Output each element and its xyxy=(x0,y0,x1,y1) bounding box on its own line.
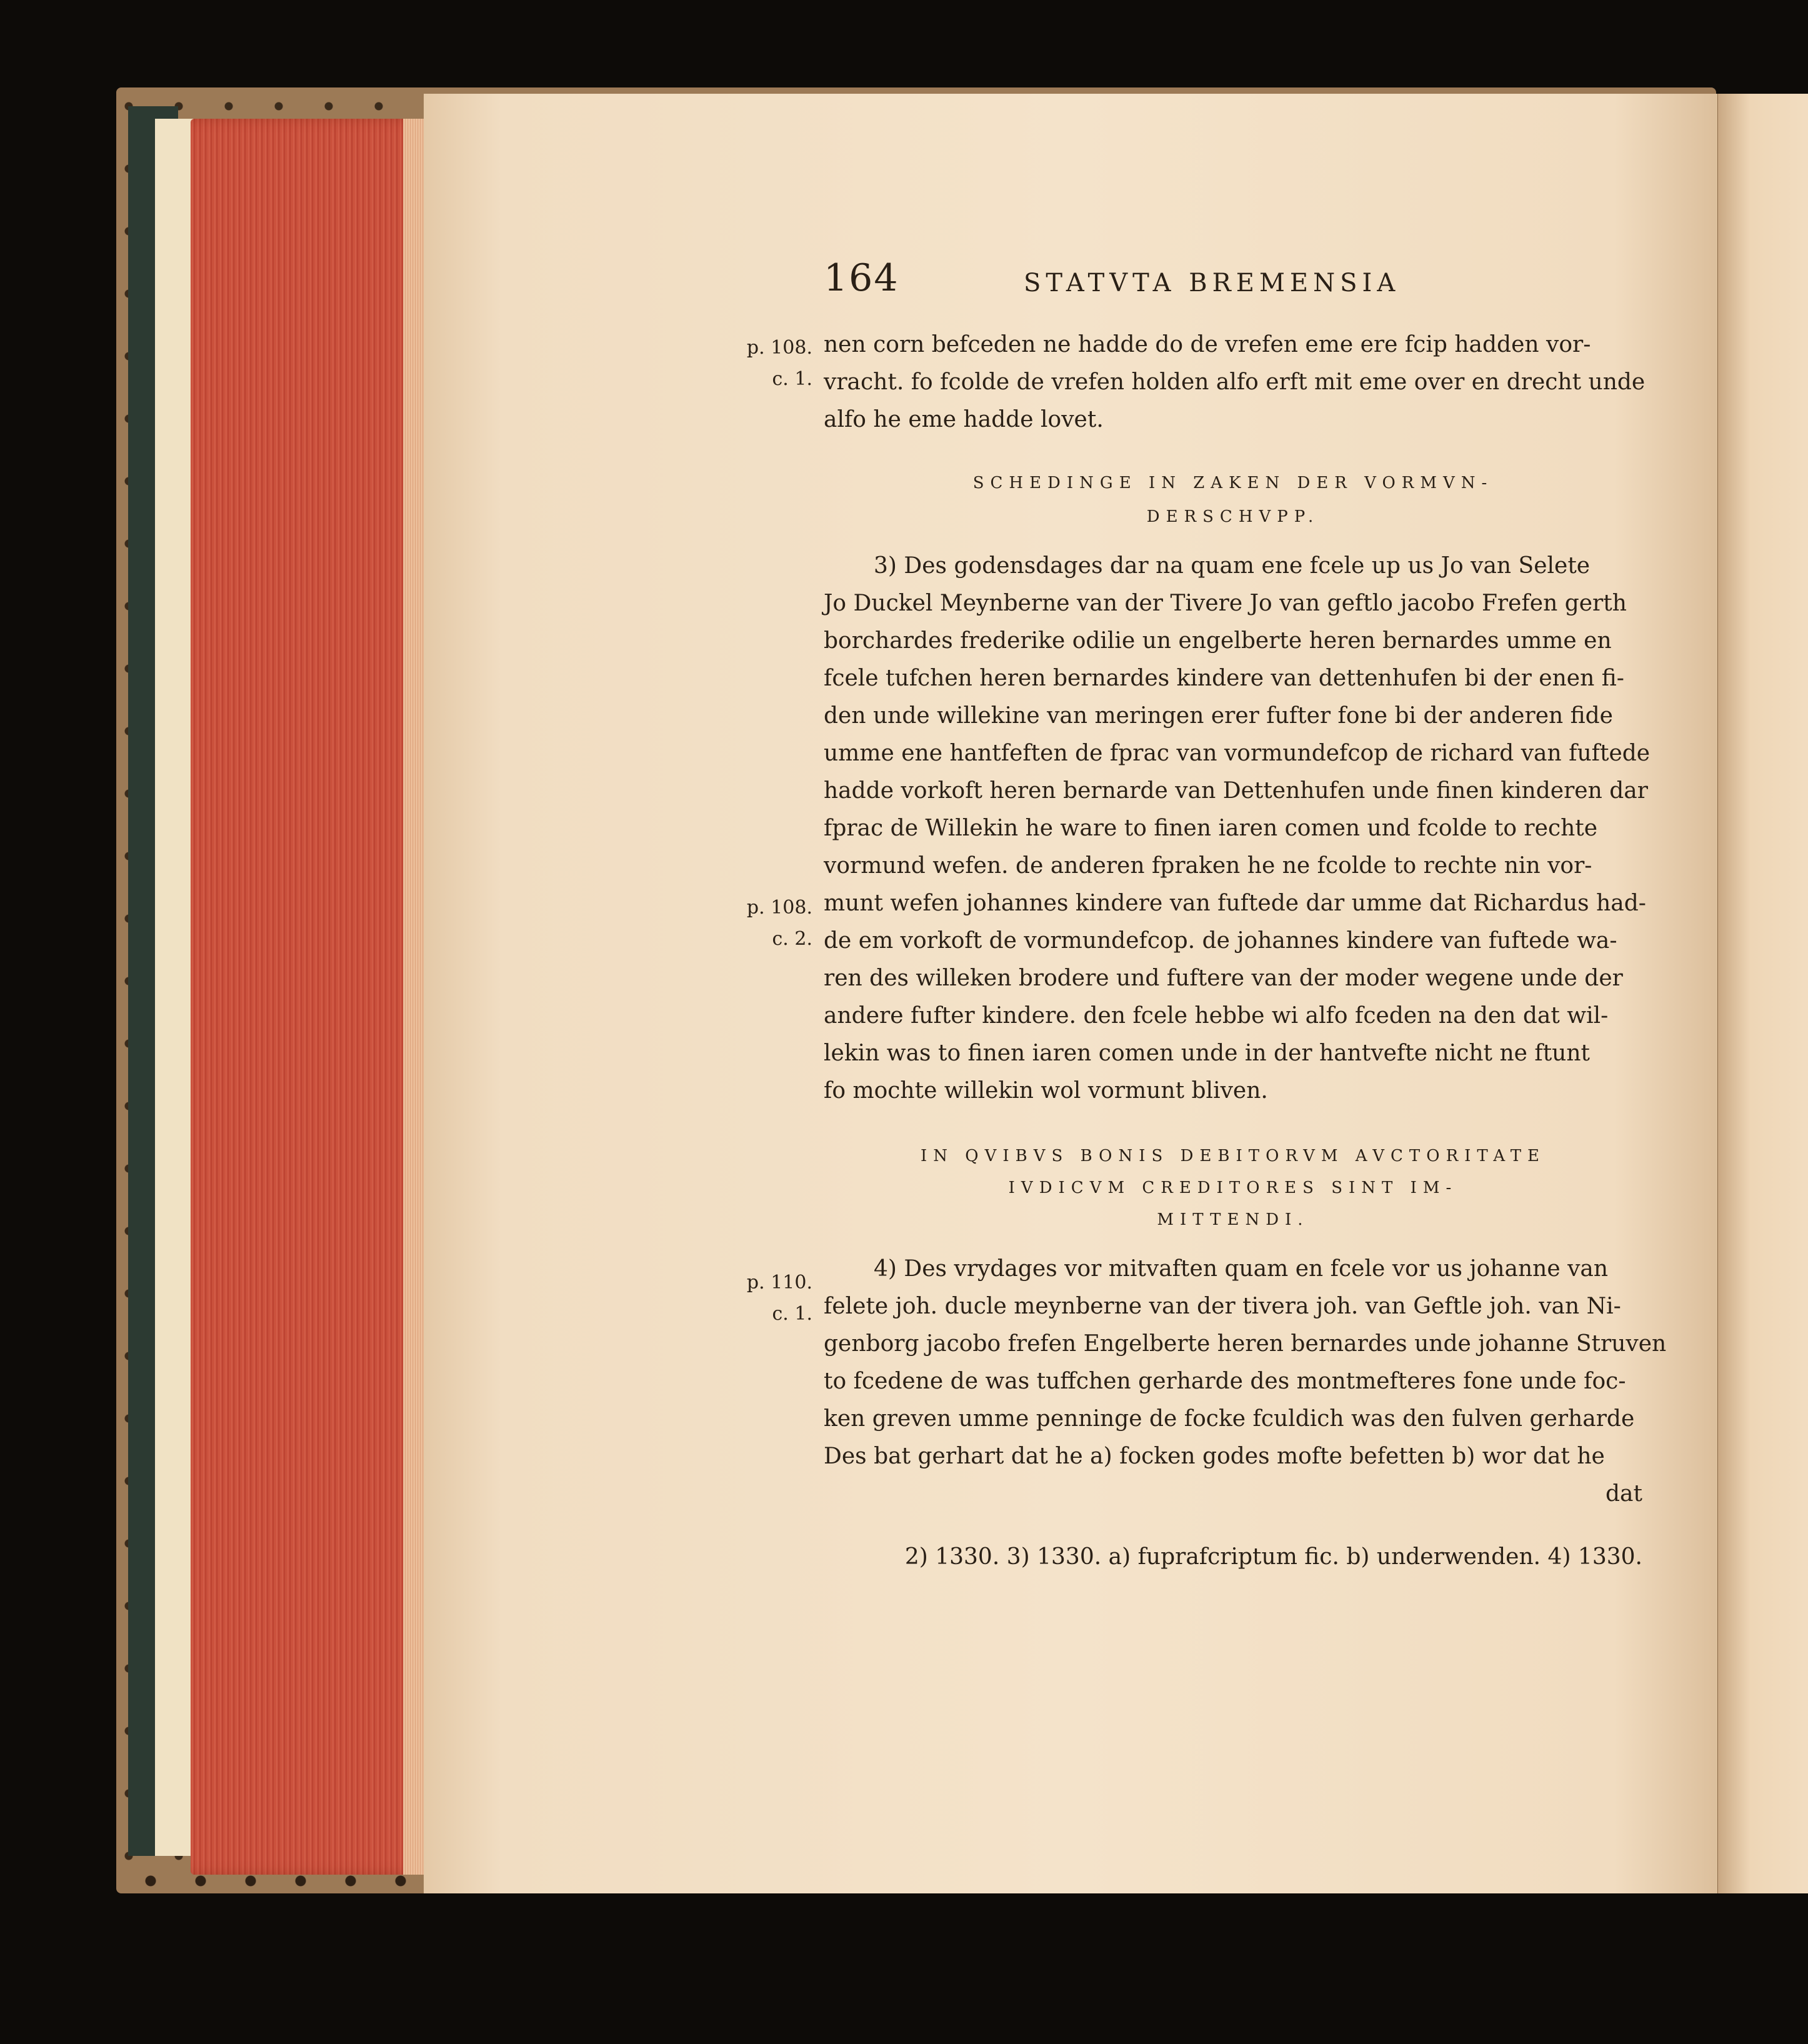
text-line: lekin was to finen iaren comen unde in der hantvefte nicht ne ftunt xyxy=(824,1040,1591,1066)
section-heading: SCHEDINGE IN ZAKEN DER VORMVN- xyxy=(972,474,1494,492)
section-heading: IVDICVM CREDITORES SINT IM- xyxy=(1008,1179,1458,1197)
text-line: umme ene hantfeften de fprac van vormundefcop de richard van fuftede xyxy=(824,740,1651,766)
page-header xyxy=(824,256,1642,306)
section-heading: MITTENDI. xyxy=(1157,1210,1309,1229)
margin-note: p. 110. c. 1. xyxy=(746,1272,812,1325)
text-line: Des bat gerhart dat he a) focken godes mofte befetten b) wor dat he xyxy=(824,1443,1605,1469)
text-line: felete joh. ducle meynberne van der tivera joh. van Geftle joh. van Ni- xyxy=(824,1294,1621,1319)
text-line: nen corn befceden ne hadde do de vrefen eme ere fcip hadden vor- xyxy=(824,332,1591,357)
margin-note: p. 108. c. 2. xyxy=(746,897,812,950)
text-line: 4) Des vrydages vor mitvaften quam en fcele vor us johanne van xyxy=(874,1256,1609,1282)
catchword: dat xyxy=(1606,1481,1642,1507)
text-line: ken greven umme penninge de focke fculdich was den fulven gerharde xyxy=(824,1406,1635,1432)
facing-page-edge xyxy=(1716,94,1808,1893)
text-line: vracht. fo fcolde de vrefen holden alfo erft mit eme over en drecht unde xyxy=(824,369,1646,395)
text-line: borchardes frederike odilie un engelberte heren bernardes umme en xyxy=(824,628,1612,654)
page-edges xyxy=(191,119,428,1875)
text-line: den unde willekine van meringen erer fufter fone bi der anderen fide xyxy=(824,703,1613,729)
text-line: de em vorkoft de vormundefcop. de johannes kindere van fuftede wa- xyxy=(824,928,1617,954)
text-line: vormund wefen. de anderen fpraken he ne fcolde to rechte nin vor- xyxy=(824,853,1592,879)
text-line: alfo he eme hadde lovet. xyxy=(824,407,1104,432)
text-line: fcele tufchen heren bernardes kindere van dettenhufen bi der enen fi- xyxy=(824,666,1624,691)
running-title: STATVTA BREMENSIA xyxy=(1024,269,1401,297)
text-line: andere fufter kindere. den fcele hebbe wi alfo fceden na den dat wil- xyxy=(824,1003,1609,1029)
text-line: to fcedene de was tuffchen gerharde des montmefteres fone unde foc- xyxy=(824,1368,1626,1394)
section-heading: DERSCHVPP. xyxy=(1146,507,1320,526)
section-heading: IN QVIBVS BONIS DEBITORVM AVCTORITATE xyxy=(920,1147,1546,1165)
text-line: genborg jacobo frefen Engelberte heren bernardes unde johanne Struven xyxy=(824,1331,1667,1357)
text-line: fo mochte willekin wol vormunt bliven. xyxy=(824,1078,1268,1104)
text-line: Jo Duckel Meynberne van der Tivere Jo van geftlo jacobo Frefen gerth xyxy=(824,591,1627,616)
footnotes: 2) 1330. 3) 1330. a) fuprafcriptum fic. b) underwenden. 4) 1330. xyxy=(904,1544,1642,1570)
page-number: 164 xyxy=(824,256,899,300)
text-line: munt wefen johannes kindere van fuftede dar umme dat Richardus had- xyxy=(824,890,1646,916)
text-line: fprac de Willekin he ware to finen iaren comen und fcolde to rechte xyxy=(824,815,1598,841)
text-line: 3) Des godensdages dar na quam ene fcele up us Jo van Selete xyxy=(874,553,1591,579)
margin-note: p. 108. c. 1. xyxy=(746,337,812,390)
text-line: ren des willeken brodere und fuftere van der moder wegene unde der xyxy=(824,965,1623,991)
text-line: hadde vorkoft heren bernarde van Dettenhufen unde finen kinderen dar xyxy=(824,778,1648,804)
